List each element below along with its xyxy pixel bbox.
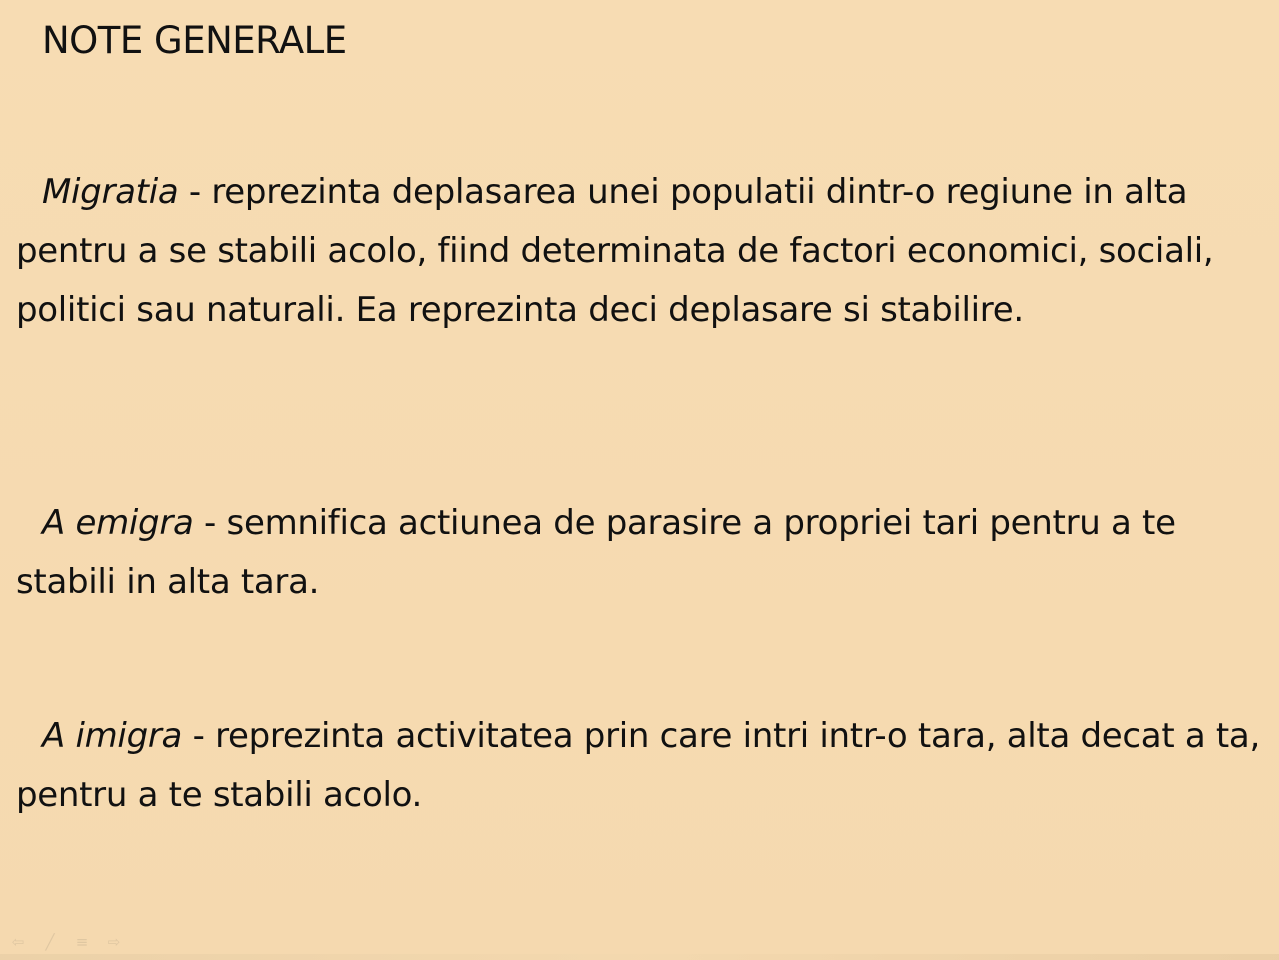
paragraph-emigra (16, 494, 1266, 612)
pen-icon[interactable]: ╱ (45, 933, 55, 951)
definition-emigra: semnifica actiunea de parasire a propriei tari pentru a te stabili in alta tara. (16, 503, 1176, 602)
slide-title: NOTE GENERALE (42, 19, 347, 62)
next-icon[interactable]: ⇨ (107, 933, 121, 951)
separator: - (182, 716, 216, 756)
term-migratia: Migratia (42, 172, 179, 212)
bottom-strip (0, 954, 1279, 960)
separator: - (178, 172, 212, 212)
term-imigra: A imigra (42, 716, 183, 756)
definition-imigra: reprezinta activitatea prin care intri intr-o tara, alta decat a ta, pentru a te stabili acolo. (16, 716, 1260, 815)
slideshow-controls (8, 934, 124, 950)
definition-migratia: reprezinta deplasarea unei populatii dintr-o regiune in alta pentru a se stabili acolo, fiind determinata de factori economici, sociali, politici sau naturali. Ea reprezinta deci deplasare si stabilire. (16, 172, 1214, 330)
menu-icon[interactable]: ≡ (75, 933, 89, 951)
paragraph-imigra (16, 707, 1266, 825)
paragraph-migratia (16, 163, 1266, 340)
previous-icon[interactable]: ⇦ (11, 933, 25, 951)
separator: - (193, 503, 227, 543)
term-emigra: A emigra (42, 503, 194, 543)
